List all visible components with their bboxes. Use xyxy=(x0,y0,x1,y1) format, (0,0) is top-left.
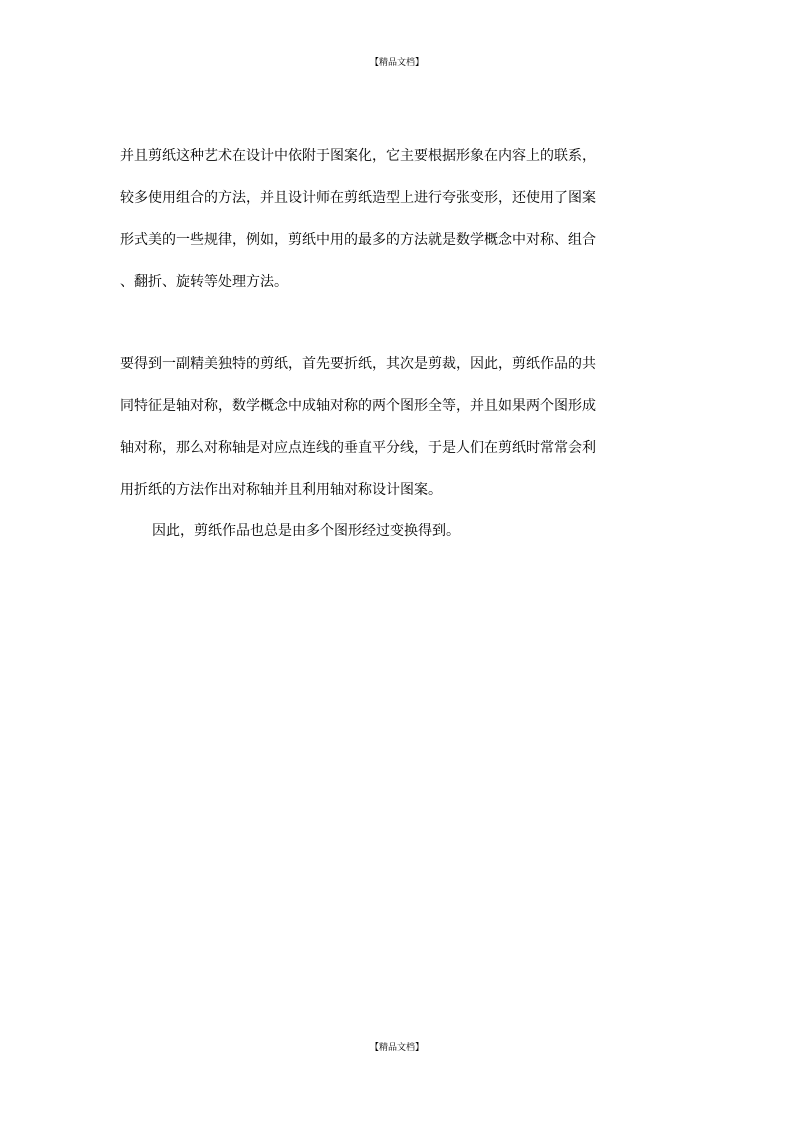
paragraph-2-line-1: 要得到一副精美独特的剪纸，首先要折纸，其次是剪裁，因此，剪纸作品的共 xyxy=(120,356,596,372)
page-footer: 【精品文档】 xyxy=(369,1043,424,1053)
paragraph-1-line-3: 形式美的一些规律，例如，剪纸中用的最多的方法就是数学概念中对称、组合 xyxy=(120,232,596,248)
paragraph-3-line-1: 因此，剪纸作品也总是由多个图形经过变换得到。 xyxy=(152,523,460,539)
paragraph-1-line-4: 、翻折、旋转等处理方法。 xyxy=(120,274,288,290)
paragraph-2-line-2: 同特征是轴对称，数学概念中成轴对称的两个图形全等，并且如果两个图形成 xyxy=(120,398,596,414)
paragraph-1-line-1: 并且剪纸这种艺术在设计中依附于图案化，它主要根据形象在内容上的联系， xyxy=(120,148,596,164)
paragraph-1-line-2: 较多使用组合的方法，并且设计师在剪纸造型上进行夸张变形，还使用了图案 xyxy=(120,190,596,206)
paragraph-2-line-4: 用折纸的方法作出对称轴并且利用轴对称设计图案。 xyxy=(120,482,442,498)
page-header: 【精品文档】 xyxy=(369,58,424,68)
paragraph-2-line-3: 轴对称，那么对称轴是对应点连线的垂直平分线，于是人们在剪纸时常常会利 xyxy=(120,440,596,456)
